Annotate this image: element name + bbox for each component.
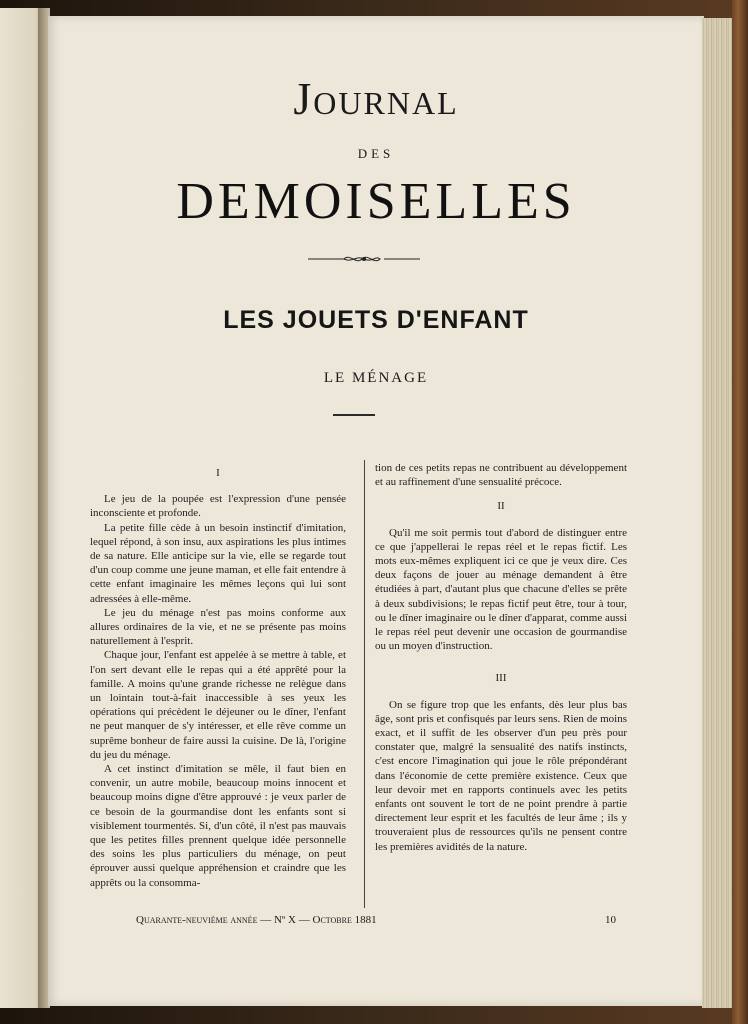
paragraph: La petite fille cède à un besoin instinctif d'imitation, lequel répond, à son insu, aux aspirations les plus intimes de sa nature. Elle anticipe sur la vie, elle se regarde tout d'un coup comme une jeune maman, et elle fait entendre à cette enfant imaginaire les mêmes leçons qui lui sont adressées à elle-même.: [90, 521, 346, 605]
page-edges: [702, 18, 732, 1008]
page-number: 10: [605, 914, 616, 926]
masthead-des: DES: [357, 146, 395, 161]
column-separator: [364, 460, 365, 908]
section-heading-I: I: [216, 467, 220, 479]
section-heading-III: III: [495, 672, 507, 685]
masthead-journal: [48, 72, 704, 125]
paragraph: Qu'il me soit permis tout d'abord de distinguer entre ce que j'appellerai le repas réel et le repas fictif. Les mots eux-mêmes expliquent ici ce que je veux dire. Ces deux façons de jouer au ménage demandent à être étudiées à part, d'autant plus que chacune d'elles se prête à deux subdivisions; le repas fictif peut être, tour à tour, ou le dîner imaginaire ou le dîner d'apparat, comme aussi le repas réel peut devenir une occasion de gourmandise ou un moyen d'instruction.: [375, 526, 627, 653]
paragraph: On se figure trop que les enfants, dès leur plus bas âge, sont pris et confisqués par leurs sens. Rien de moins exact, et il suffit de les observer d'un peu près pour constater que, malgré la sensualité des natifs instincts, c'est encore l'imagination qui joue le rôle prépondérant dans l'économie de cette première existence. Ceux que leur devoir met en rapports continuels avec les petits enfants ont souvent le tort de ne point prendre à partie directement leur esprit et les facultés de leur âme ; ils y trouveraient plus de ressources qu'ils ne pensent contre les premières avidités de la nature.: [375, 698, 627, 853]
subtitle-rule: [333, 414, 375, 416]
article-subtitle: LE MÉNAGE: [323, 370, 429, 386]
paragraph: A cet instinct d'imitation se mêle, il faut bien en convenir, un autre mobile, beaucoup moins innocent et beaucoup moins digne d'être approuvé : je veux parler de ce besoin de la gourmandise dont les enfants sont si visiblement tourmentés. Si, d'un côté, il n'est pas mauvais que les petites filles prennent quelque idée personnelle des soins les plus particuliers du ménage, on peut éprouver aussi quelque appréhension et craindre que les apprêts ou la consomma-: [90, 763, 346, 889]
ornament-divider-icon: [304, 252, 424, 266]
left-column: [90, 456, 346, 890]
right-column: [375, 461, 627, 854]
page-footer: [136, 914, 616, 926]
masthead-journal-initial: J: [293, 73, 314, 124]
article-title: LES JOUETS D'ENFANT: [223, 306, 529, 334]
paragraph-continuation: tion de ces petits repas ne contribuent au développement et au raffinement d'une sensualité précoce.: [375, 462, 627, 489]
paragraph: Le jeu du ménage n'est pas moins conforme aux allures ordinaires de la vie, et ne se présente pas moins naturellement à l'esprit.: [90, 606, 346, 648]
masthead-journal-rest: OURNAL: [313, 85, 459, 121]
section-heading-II: II: [497, 500, 505, 513]
masthead-demoiselles: DEMOISELLES: [176, 173, 576, 230]
paragraph: Chaque jour, l'enfant est appelée à se mettre à table, et l'on sert devant elle le repas qui a été apprêté pour la famille. A moins qu'une grande richesse ne relègue dans un lointain tout-à-fait inaccessible à ses yeux les opérations qui précèdent le déjeuner ou le dîner, l'enfant ne peut manquer de s'y intéresser, et elle rêve comme un suprême bonheur de faire aussi la cuisine. De là, l'origine du jeu du ménage.: [90, 649, 346, 761]
book-cover-edge: [732, 0, 748, 1024]
edition-line: Quarante-neuvième année — Nº X — Octobre 1881: [136, 914, 377, 926]
paragraph: Le jeu de la poupée est l'expression d'une pensée inconsciente et profonde.: [90, 493, 346, 520]
